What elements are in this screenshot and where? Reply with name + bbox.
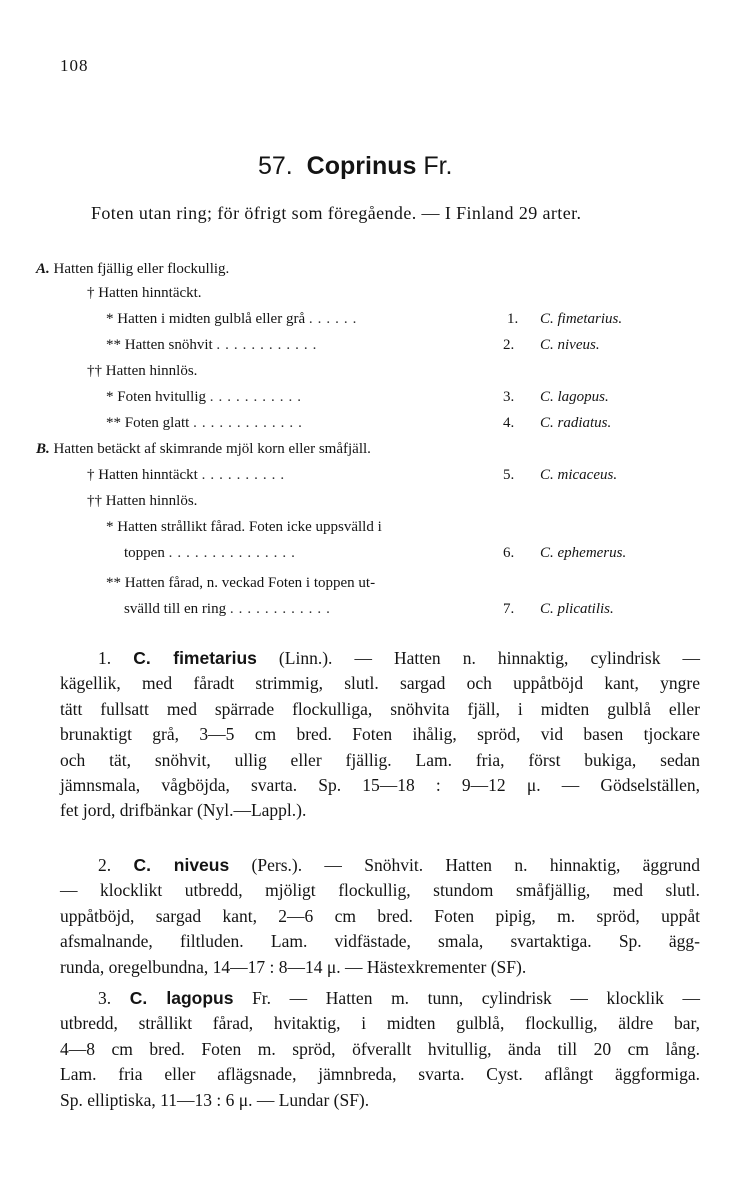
key-number: 1.	[507, 311, 519, 327]
key-row: * Hatten strållikt fårad. Foten icke uppsvälld i	[106, 519, 382, 535]
species-description	[60, 853, 700, 980]
genus-author: Fr.	[423, 152, 453, 180]
text-line: 4—8 cm bred. Foten m. spröd, öfverallt hvitullig, ända till 20 cm lång.	[60, 1038, 700, 1059]
species-name: C. fimetarius	[133, 648, 257, 668]
key-row: ** Hatten fårad, n. veckad Foten i toppen ut-	[106, 575, 376, 591]
key-row: * Hatten i midten gulblå eller grå ......	[106, 311, 362, 327]
species-number: 1.	[98, 648, 134, 668]
key-row: † Hatten hinntäckt ..........	[87, 467, 290, 483]
key-number: 6.	[503, 545, 515, 561]
species-number: 2.	[98, 855, 134, 875]
key-row: ** Hatten snöhvit ............	[106, 337, 322, 353]
text-line: Lam. fria eller aflägsnade, jämnbreda, svarta. Cyst. aflångt äggformiga.	[60, 1064, 700, 1085]
genus-name: Coprinus	[306, 152, 417, 180]
key-species: C. fimetarius.	[540, 311, 623, 327]
text-line: kägellik, med fåradt strimmig, slutl. sargad och uppåtböjd kant, yngre	[60, 673, 700, 694]
key-species: C. plicatilis.	[540, 601, 614, 617]
key-row: † Hatten hinntäckt.	[87, 285, 202, 301]
text-line	[60, 986, 700, 1011]
key-row: †† Hatten hinnlös.	[87, 493, 198, 509]
species-name: C. lagopus	[129, 988, 234, 1008]
text-line	[60, 646, 700, 671]
key-row: †† Hatten hinnlös.	[87, 363, 198, 379]
text-line: utbredd, strållikt fårad, hvitaktig, i midten gulblå, flockullig, äldre bar,	[60, 1013, 700, 1034]
text-line: — klocklikt utbredd, mjöligt flockullig, stundom småfjällig, med slutl.	[60, 880, 700, 901]
key-group-a: A. Hatten fjällig eller flockullig.	[36, 261, 230, 277]
species-number: 3.	[98, 988, 130, 1008]
species-name: C. niveus	[133, 855, 230, 875]
text-line: uppåtböjd, sargad kant, 2—6 cm bred. Foten pipig, m. spröd, uppåt	[60, 905, 700, 926]
text-line: runda, oregelbundna, 14—17 : 8—14 μ. — Hästexkrementer (SF).	[60, 956, 527, 977]
genus-heading	[258, 152, 453, 181]
species-text: (Pers.). — Snöhvit. Hatten n. hinnaktig, äggrund	[229, 855, 700, 875]
key-group-b: B. Hatten betäckt af skimrande mjöl korn eller småfjäll.	[36, 441, 371, 457]
key-species: C. niveus.	[540, 337, 600, 353]
key-number: 2.	[503, 337, 515, 353]
text-line: och tät, snöhvit, ullig eller fjällig. Lam. fria, först bukiga, sedan	[60, 749, 700, 770]
text-line: jämnsmala, vågböjda, svarta. Sp. 15—18 : 9—12 μ. — Gödselställen,	[60, 775, 700, 796]
key-number: 4.	[503, 415, 515, 431]
key-row: * Foten hvitullig ...........	[106, 389, 307, 405]
genus-intro: Foten utan ring; för öfrigt som föregående. — I Finland 29 arter.	[91, 203, 582, 223]
key-row: ** Foten glatt .............	[106, 415, 307, 431]
key-species: C. micaceus.	[540, 467, 618, 483]
species-description	[60, 986, 700, 1113]
key-number: 3.	[503, 389, 515, 405]
page-number: 108	[60, 56, 89, 75]
key-number: 5.	[503, 467, 515, 483]
species-text: Fr. — Hatten m. tunn, cylindrisk — klocklik —	[233, 988, 701, 1008]
text-line: tätt fullsatt med spärrade flockulliga, snöhvita fjäll, i midten gulblå eller	[60, 698, 700, 719]
species-description	[60, 646, 700, 824]
key-row: svälld till en ring ............	[124, 601, 335, 617]
genus-number: 57.	[258, 152, 293, 180]
text-line: Sp. elliptiska, 11—13 : 6 μ. — Lundar (SF).	[60, 1089, 370, 1110]
key-species: C. ephemerus.	[540, 545, 627, 561]
species-text: (Linn.). — Hatten n. hinnaktig, cylindrisk —	[256, 648, 700, 668]
key-number: 7.	[503, 601, 515, 617]
text-line: brunaktigt grå, 3—5 cm bred. Foten ihålig, spröd, vid basen tjockare	[60, 724, 700, 745]
key-row: toppen ...............	[124, 545, 300, 561]
key-species: C. radiatus.	[540, 415, 612, 431]
text-line: afsmalnande, filtluden. Lam. vidfästade, smala, svartaktiga. Sp. ägg-	[60, 931, 700, 952]
text-line	[60, 853, 700, 878]
text-line: fet jord, drifbänkar (Nyl.—Lappl.).	[60, 800, 307, 821]
key-species: C. lagopus.	[540, 389, 609, 405]
